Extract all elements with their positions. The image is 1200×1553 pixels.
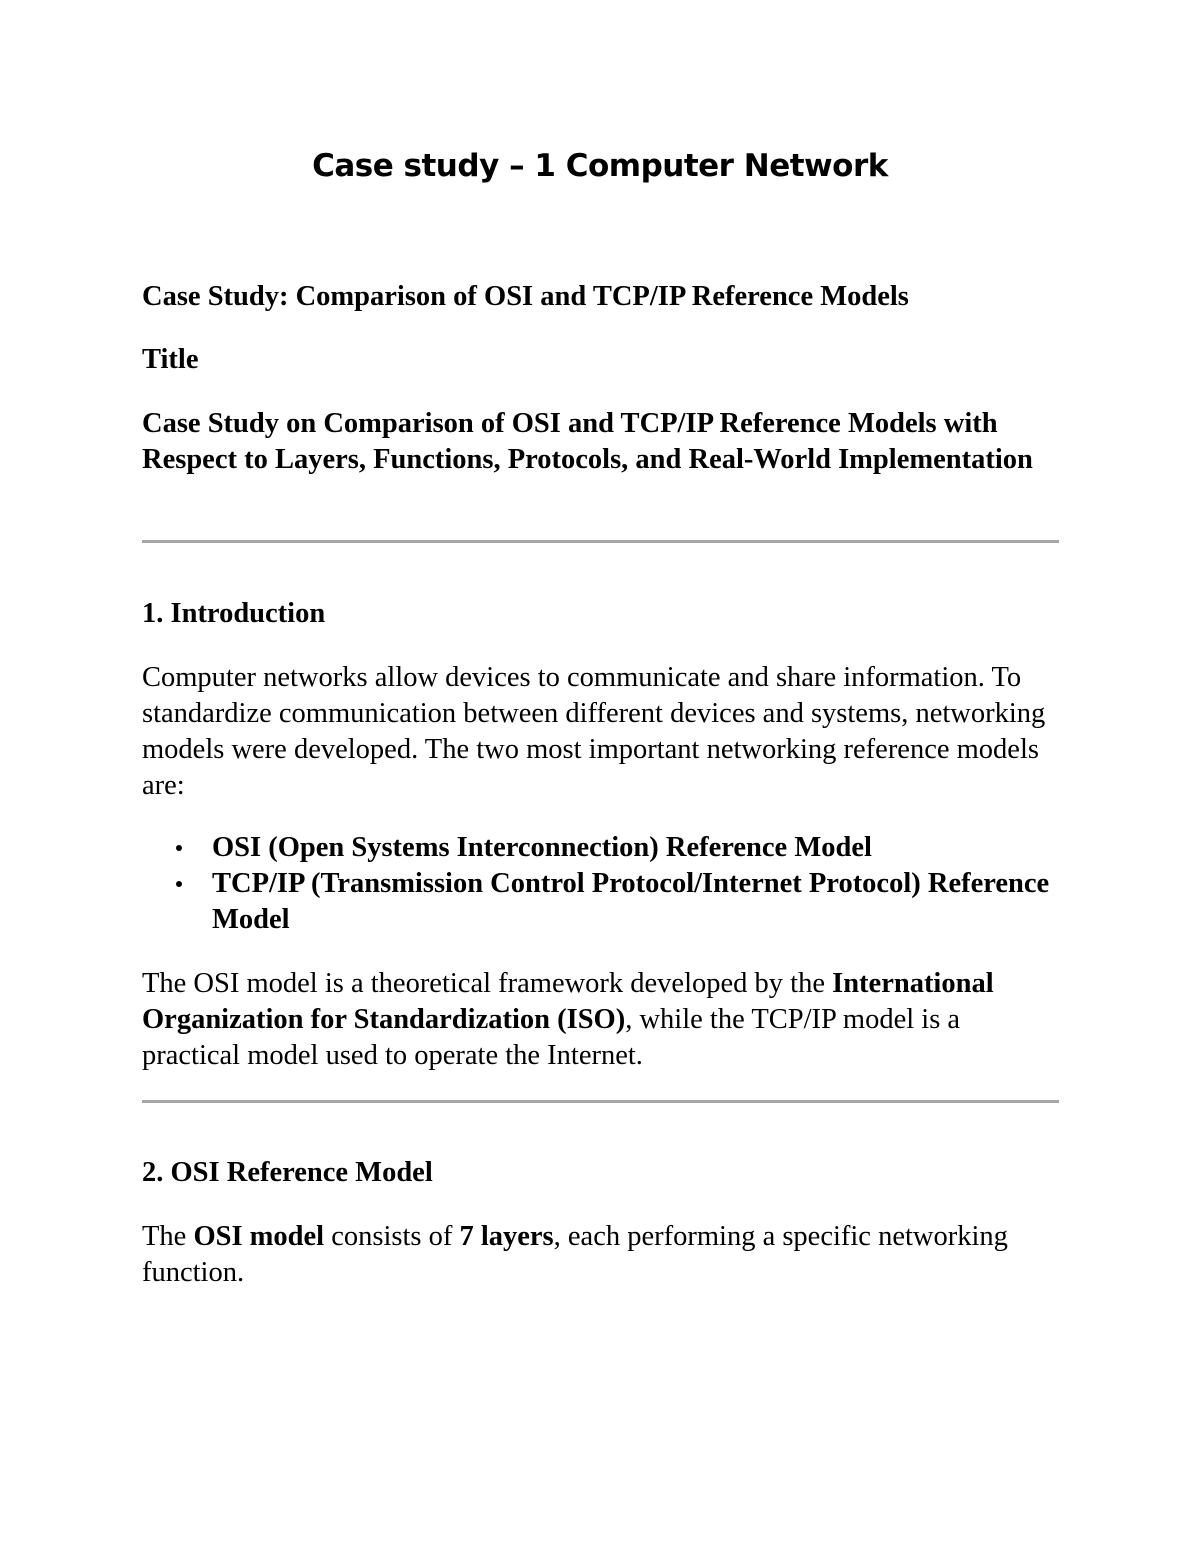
paragraph-text: , while the TCP/IP model is a practical model used to operate the Internet. [142,1004,961,1071]
section-2-heading: 2. OSI Reference Model [142,1157,433,1188]
horizontal-rule [142,1100,1059,1103]
list-item-text: TCP/IP (Transmission Control Protocol/Internet Protocol) Reference Model [212,868,1050,935]
section-1-heading: 1. Introduction [142,598,326,629]
bullet-icon [176,845,182,851]
paragraph-text: The [142,1221,194,1252]
layer-count: 7 layers [459,1221,554,1252]
paragraph-text: , each performing a specific networking function. [142,1221,1008,1288]
list-item [142,866,1062,938]
section-2-paragraph [142,1219,1062,1291]
section-1-paragraph: Computer networks allow devices to communicate and share information. To standardize communication between different devices and systems, networking models were developed. The two most important networking reference models are: [142,662,1046,801]
document-title: Case study – 1 Computer Network [312,148,888,184]
section-1-paragraph-2 [142,966,1062,1074]
case-study-heading: Case Study: Comparison of OSI and TCP/IP Reference Models [142,281,909,312]
horizontal-rule [142,540,1059,543]
list-item [142,830,1062,866]
model-list [142,830,1062,938]
paragraph-text: consists of [324,1221,460,1252]
paragraph-text: The OSI model is a theoretical framework developed by the [142,968,833,999]
title-label: Title [142,344,199,375]
iso-name: International Organization for Standardization (ISO) [142,968,994,1035]
osi-model-term: OSI model [193,1221,325,1252]
list-item-text: OSI (Open Systems Interconnection) Reference Model [212,832,872,863]
bullet-icon [176,881,182,887]
full-title: Case Study on Comparison of OSI and TCP/IP Reference Models with Respect to Layers, Functions, Protocols, and Real-World Implementation [142,408,1033,475]
